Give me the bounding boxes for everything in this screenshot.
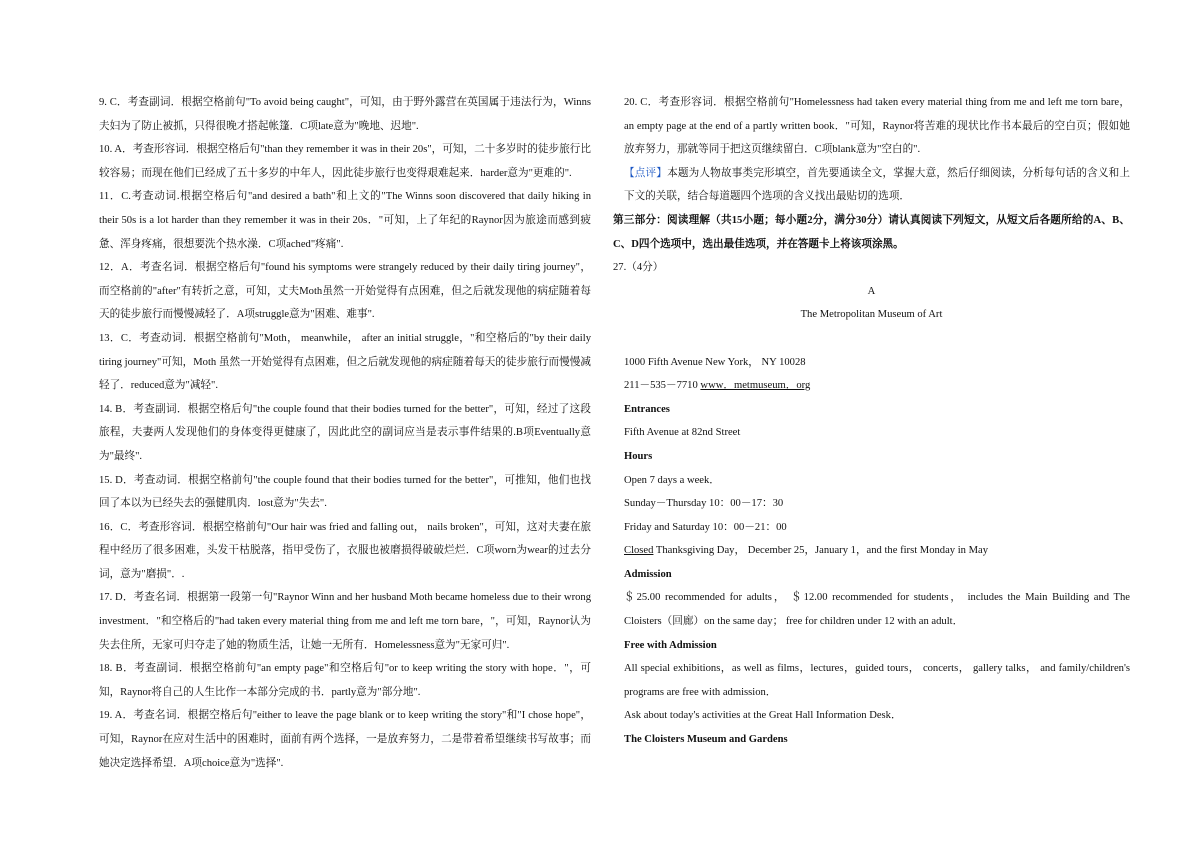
website-link[interactable]: www．metmuseum．org bbox=[700, 380, 811, 392]
museum-contact bbox=[613, 374, 1130, 398]
cloisters-heading: The Cloisters Museum and Gardens bbox=[624, 734, 788, 746]
comment-tag: 【点评】 bbox=[624, 167, 668, 179]
answer-explanation-20: 20. C．考查形容词．根据空格前句"Homelessness had taken every material thing from me and left me torn bare，an empty page at the end of a partly written book．"可知，Raynor将苦难的现状比作书本最后的空白页；假如她放弃努力，那就等同于把这页继续留白．C项blank意为"空白的". bbox=[624, 97, 1130, 156]
answer-explanation-15: 15. D．考查动词．根据空格前句"the couple found that their bodies turned for the better"，可推知，他们也找回了本以为已经失去的强健肌肉．lost意为"失去". bbox=[99, 474, 591, 510]
spacer bbox=[613, 327, 1130, 351]
entrances-text: Fifth Avenue at 82nd Street bbox=[624, 427, 741, 439]
comment-text: 本题为人物故事类完形填空，首先要通读全文，掌握大意，然后仔细阅读，分析每句话的含义和上下文的关联，结合每道题四个选项的含义找出最贴切的选项． bbox=[624, 167, 1131, 203]
closed-word: Closed bbox=[624, 545, 654, 557]
info-desk-text: Ask about today's activities at the Great Hall Information Desk． bbox=[624, 710, 902, 722]
answer-explanation-19: 19. A．考查名词．根据空格后句"either to leave the page blank or to keep writing the story"和"I chose hope"，可知，Raynor在应对生活中的困难时，面前有两个选择，一是放弃努力，二是带着希望继续书写故事；而她决定选择希望．A项choice意为"选择". bbox=[99, 710, 591, 769]
answer-explanation-13: 13．C．考查动词．根据空格前句"Moth， meanwhile， after an initial struggle，"和空格后的"by their daily tiring journey"可知，Moth 虽然一开始觉得有点困难，但之后就发现他的病症随着每天的徒步旅行而慢慢减轻了．reduced意为"减轻". bbox=[99, 332, 591, 392]
right-column bbox=[613, 91, 1130, 752]
answer-explanation-10: 10. A．考查形容词．根据空格后句"than they remember it was in their 20s"，可知，二十多岁时的徒步旅行比较容易；而现在他们已经成了五十多岁的中年人，因此徒步旅行也变得艰难起来．harder意为"更难的". bbox=[99, 144, 591, 179]
answer-explanation-17: 17. D．考查名词．根据第一段第一句"Raynor Winn and her husband Moth became homeless due to their wrong investment．"和空格后的"had taken every material thing from me and left me torn bare，"，可知，Raynor认为失去住所，无家可归夺走了她的物质生活，让她一无所有．Homelessness意为"无家可归". bbox=[99, 592, 591, 651]
free-with-admission-text: All special exhibitions，as well as films，lectures，guided tours， concerts， gallery talks， and family/children's programs are free with admission． bbox=[624, 663, 1130, 698]
phone-number: 211－535－7710 bbox=[624, 380, 701, 392]
comment-paragraph bbox=[613, 162, 1130, 209]
entrances-heading: Entrances bbox=[624, 403, 670, 415]
museum-name: The Metropolitan Museum of Art bbox=[800, 309, 943, 321]
answer-explanation-11: 11．C.考查动词.根据空格后句"and desired a bath"和上文的"The Winns soon discovered that daily hiking in their 50s is a lot harder than they remember it was in their 20s．"可知，上了年纪的Raynor因为旅途而感到疲惫、浑身疼痛，很想要洗个热水澡．C项ached"疼痛". bbox=[99, 191, 591, 250]
admission-heading: Admission bbox=[624, 568, 672, 580]
left-column bbox=[88, 91, 591, 775]
answer-explanation-18: 18. B．考查副词．根据空格前句"an empty page"和空格后句"or to keep writing the story with hope．"，可知，Raynor将自己的人生比作一本部分完成的书．partly意为"部分地". bbox=[99, 663, 591, 698]
hours-heading: Hours bbox=[624, 450, 653, 462]
passage-letter: A bbox=[867, 285, 876, 297]
free-with-admission-heading: Free with Admission bbox=[624, 639, 717, 651]
hours-line-2: Sunday－Thursday 10：00－17：30 bbox=[624, 498, 784, 510]
hours-line-1: Open 7 days a week． bbox=[624, 474, 720, 486]
answer-explanation-9: 9. C．考查副词．根据空格前句"To avoid being caught"，可知，由于野外露营在英国属于违法行为，Winns夫妇为了防止被抓，只得很晚才搭起帐篷．C项late意为"晚地、迟地". bbox=[99, 97, 591, 132]
answer-explanation-12: 12．A．考查名词．根据空格后句"found his symptoms were strangely reduced by their daily tiring journey"，而空格前的"after"有转折之意，可知，丈夫Moth虽然一开始觉得有点困难，但之后就发现他的病症随着每天的徒步旅行而慢慢减轻了．A项struggle意为"困难、难事". bbox=[99, 262, 591, 321]
answer-explanation-14: 14. B．考查副词．根据空格后句"the couple found that their bodies turned for the better"，可知，经过了这段旅程，夫妻两人发现他们的身体变得更健康了，因此此空的副词应当是表示事件结果的.B项Eventually意为"最终". bbox=[99, 403, 591, 462]
admission-text: ＄25.00 recommended for adults， ＄12.00 recommended for students， includes the Main Building and The Cloisters（回廊）on the same day； free for children under 12 with an adult． bbox=[624, 592, 1130, 628]
answer-explanation-16: 16．C．考查形容词．根据空格前句"Our hair was fried and falling out， nails broken"，可知，这对夫妻在旅程中经历了很多困难，头发干枯脱落，指甲受伤了，衣服也被磨损得破破烂烂．C项worn为wear的过去分词，意为"磨损"．. bbox=[99, 521, 591, 580]
closed-dates: Thanksgiving Day， December 25，January 1，and the first Monday in May bbox=[653, 545, 989, 557]
question-27-label: 27.（4分） bbox=[613, 262, 664, 274]
part3-instructions: 第三部分：阅读理解（共15小题；每小题2分，满分30分）请认真阅读下列短文，从短文后各题所给的A、B、C、D四个选项中，选出最佳选项，并在答题卡上将该项涂黑。 bbox=[613, 214, 1130, 250]
hours-line-3: Friday and Saturday 10：00－21：00 bbox=[624, 521, 787, 533]
museum-address: 1000 Fifth Avenue New York， NY 10028 bbox=[624, 356, 806, 368]
closed-line bbox=[613, 539, 1130, 563]
